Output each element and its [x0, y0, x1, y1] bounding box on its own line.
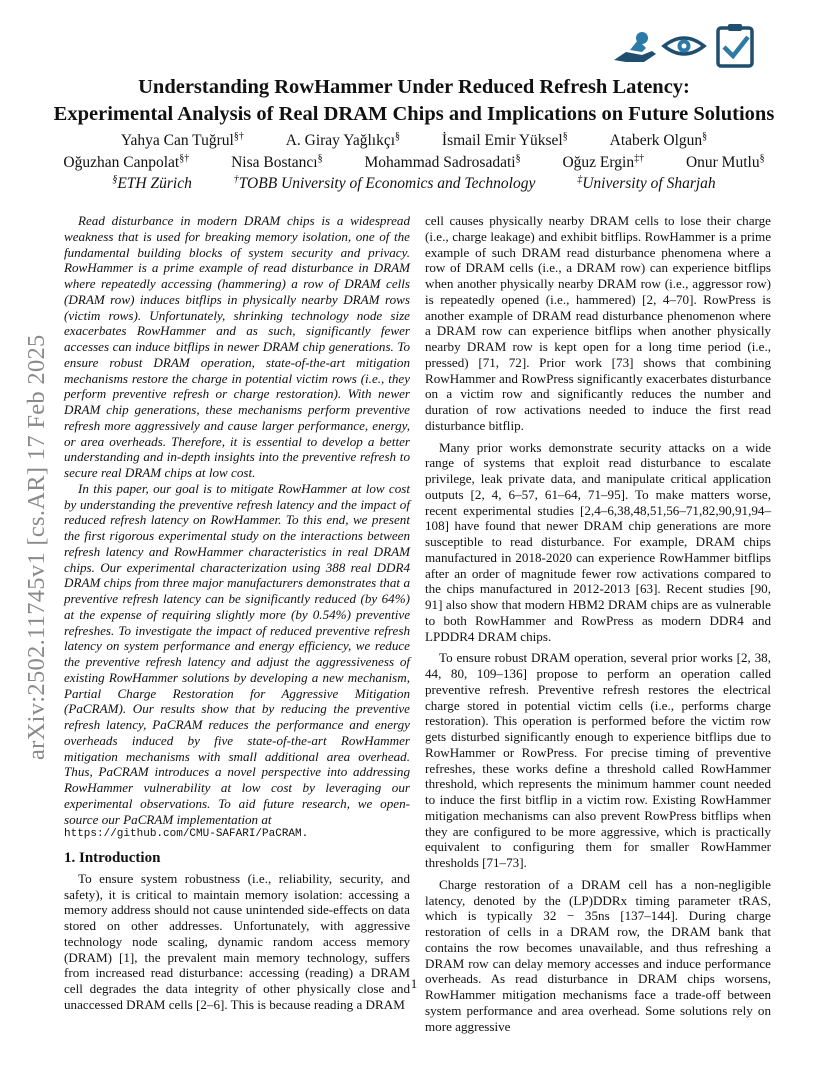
author: A. Giray Yağlıkçı§: [285, 131, 401, 150]
author: Ataberk Olgun§: [609, 131, 708, 150]
affiliation: §ETH Zürich: [112, 174, 192, 193]
artifact-badges: [612, 22, 760, 68]
author: Yahya Can Tuğrul§†: [120, 131, 244, 150]
artifact-badges-graphic: [612, 22, 760, 68]
code-repository-link[interactable]: https://github.com/CMU-SAFARI/PaCRAM.: [64, 828, 309, 841]
author: Mohammad Sadrosadati§: [364, 153, 521, 172]
paper-title: [40, 74, 788, 128]
results-reproduced-icon: [718, 24, 752, 66]
author: Oğuzhan Canpolat§†: [63, 153, 190, 172]
author: İsmail Emir Yüksel§: [441, 131, 568, 150]
title-line-1: Understanding RowHammer Under Reduced Refresh Latency:: [138, 76, 690, 98]
authors-row-2: [40, 153, 788, 172]
body-paragraph: cell causes physically nearby DRAM cells to lose their charge (i.e., charge leakage) and exhibit bitflips. RowHammer is a prime example of such DRAM read disturbance phenomena where a row of DRAM cells (i.e., a DRAM row) can experience bitflips when another physically nearby DRAM row (i.e., aggressor row) is repeatedly opened (i.e., hammered) [2, 4–70]. RowPress is another example of DRAM read disturbance phenomenon where a DRAM row can experience bitflips when another physically nearby DRAM row is kept open for a long time period (i.e., pressed) [71, 72]. Prior work [73] shows that combining RowHammer and RowPress significantly exacerbates disturbance on a victim row and significantly reduces the number and duration of row activations needed to induce the first read disturbance bitflip.: [425, 213, 771, 433]
left-column: [64, 213, 410, 1019]
affiliations: [40, 174, 788, 193]
body-paragraph: To ensure system robustness (i.e., reliability, security, and safety), it is critical to maintain memory isolation: accessing a memory address should not cause unintended side-effects on data stored on other addresses. Unfortunately, with aggressive technology node scaling, dynamic random access memory (DRAM) [1], the prevalent main memory technology, suffers from increased read disturbance: accessing (reading) a DRAM cell degrades the data integrity of other physically close and unaccessed DRAM cells [2–6]. This is because reading a DRAM: [64, 870, 410, 1012]
author: Onur Mutlu§: [685, 153, 765, 172]
authors-row-1: [40, 131, 788, 150]
abstract-paragraph: Read disturbance in modern DRAM chips is a widespread weakness that is used for breaking memory isolation, one of the fundamental building blocks of system security and privacy. RowHammer is a prime example of read disturbance in DRAM where repeatedly accessing (hammering) a row of DRAM cells (DRAM row) induces bitflips in physically nearby DRAM rows (victim rows). Unfortunately, shrinking technology node size exacerbates RowHammer and as such, significantly fewer accesses can induce bitflips in newer DRAM chip generations. To ensure robust DRAM operation, state-of-the-art mitigation mechanisms restore the charge in potential victim rows (i.e., they perform preventive refresh or charge restoration). With newer DRAM chip generations, these mechanisms perform preventive refresh more aggressively and cause larger performance, energy, or area overheads. Therefore, it is essential to develop a better understanding and in-depth insights into the preventive refresh to secure real DRAM chips at low cost.: [64, 213, 410, 480]
body-paragraph: Charge restoration of a DRAM cell has a non-negligible latency, denoted by the (LP)DDRx timing parameter tRAS, which is typically 32 − 35ns [137–144]. During charge restoration of cells in a DRAM row, the DRAM bank that contains the row becomes unavailable, and thus refreshing a DRAM row can delay memory accesses and induce performance overheads. As read disturbance in DRAM chips worsens, RowHammer mitigation mechanisms face a trade-off between system performance and area overhead. Some solutions rely on more aggressive: [425, 876, 771, 1034]
body-paragraph: To ensure robust DRAM operation, several prior works [2, 38, 44, 80, 109–136] propose to perform an operation called preventive refresh. Preventive refresh restores the electrical charge stored in potential victim cells (i.e., performs charge restoration). This operation is performed before the victim row gets disturbed significantly enough to experience bitflips due to RowHammer or RowPress. For precise timing of preventive refreshes, these works define a threshold called RowHammer threshold, which represents the minimum hammer count needed to induce the first bitflip in a victim row. Existing RowHammer mitigation mechanisms can also prevent RowPress bitflips when they are configured to be more aggressive, which is practically equivalent to configuring them for smaller RowHammer thresholds [71–73].: [425, 650, 771, 870]
title-line-2: Experimental Analysis of Real DRAM Chips and Implications on Future Solutions: [53, 103, 775, 125]
page-number: 1: [410, 976, 418, 991]
author: Nisa Bostancı§: [231, 153, 323, 172]
author: Oğuz Ergin‡†: [562, 153, 645, 172]
artifacts-available-icon: [614, 32, 656, 62]
abstract: [64, 213, 410, 843]
abstract-paragraph: In this paper, our goal is to mitigate RowHammer at low cost by understanding the preventive refresh latency and the impact of reduced refresh latency on RowHammer. To this end, we present the first rigorous experimental study on the interactions between refresh latency and RowHammer characteristics in real DRAM chips. Our experimental characterization using 388 real DDR4 DRAM chips from three major manufacturers demonstrates that a preventive refresh latency can be significantly reduced (by 64%) at the expense of requiring slightly more (by 0.54%) preventive refreshes. To investigate the impact of reduced preventive refresh latency on system performance and energy efficiency, we reduce the preventive refresh latency and adjust the aggressiveness of existing RowHammer solutions by developing a new mechanism, Partial Charge Restoration for Aggressive Mitigation (PaCRAM). Our results show that by reducing the preventive refresh latency, PaCRAM reduces the performance and energy overheads induced by five state-of-the-art RowHammer mitigation mechanisms with small additional area overhead. Thus, PaCRAM introduces a novel perspective into addressing RowHammer vulnerability at low cost by leveraging our experimental observations. To aid future research, we open-source our PaCRAM implementation at: [64, 480, 410, 827]
affiliation: †TOBB University of Economics and Technology: [233, 174, 536, 193]
section-heading: 1. Introduction: [64, 850, 161, 866]
right-column: [425, 213, 771, 1040]
affiliation: ‡University of Sharjah: [577, 174, 716, 193]
artifacts-evaluated-icon: [664, 38, 704, 54]
arxiv-identifier: arXiv:2502.11745v1 [cs.AR] 17 Feb 2025: [23, 334, 50, 760]
body-paragraph: Many prior works demonstrate security attacks on a wide range of systems that exploit read disturbance to escalate privilege, leak private data, and manipulate critical application outputs [2, 4, 6–57, 61–64, 71–95]. To make matters worse, recent experimental studies [2,4–6,38,48,51,56–71,82,90,91,94–108] have found that newer DRAM chip generations are more susceptible to read disturbance. For example, DRAM chips manufactured in 2018-2020 can experience RowHammer bitflips after an order of magnitude fewer row activations compared to the chips manufactured in 2012-2013 [63]. Recent studies [90, 91] also show that modern HBM2 DRAM chips are as vulnerable to both RowHammer and RowPress as modern DDR4 and LPDDR4 DRAM chips.: [425, 439, 771, 644]
